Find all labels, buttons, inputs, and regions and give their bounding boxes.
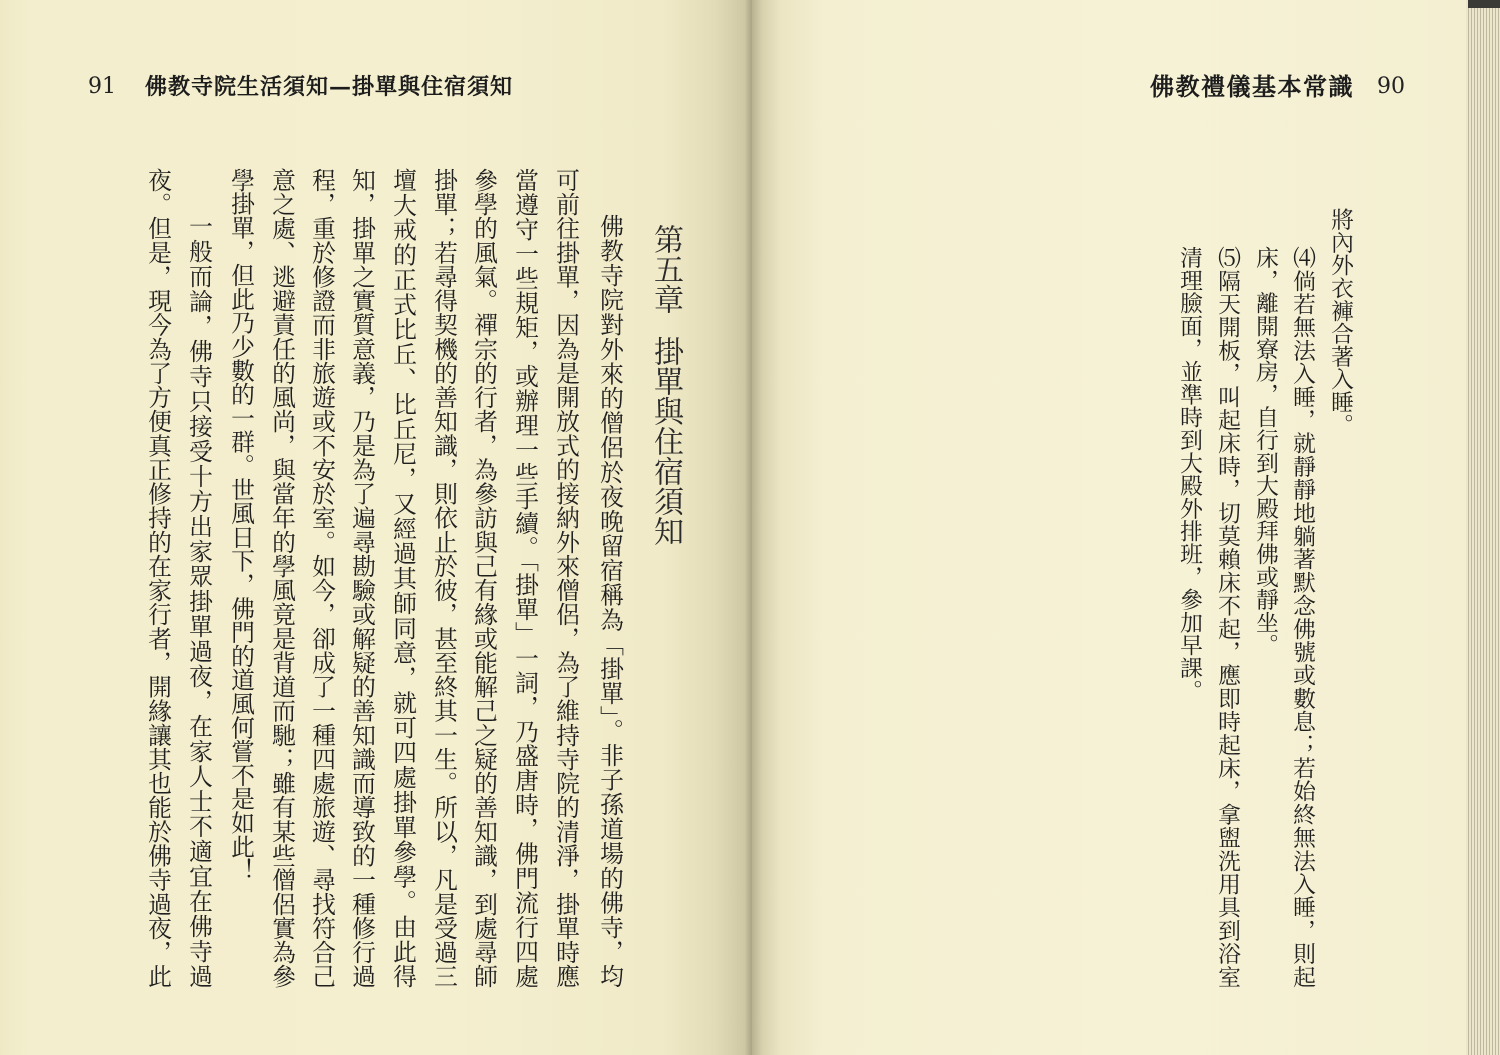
list-item-4: ⑷倘若無法入睡，就靜靜地躺著默念佛號或數息；若始終無法入睡，則起 (1289, 246, 1315, 988)
text-column: 掛單；若尋得契機的善知識，則依止於彼，甚至終其一生。所以，凡是受過三 (430, 168, 458, 988)
text-column: 可前往掛單，因為是開放式的接納外來僧侶，為了維持寺院的清淨，掛單時應 (552, 168, 580, 988)
right-running-title: 佛教禮儀基本常識 (1150, 72, 1354, 101)
text-column: 壇大戒的正式比丘、比丘尼，又經過其師同意，就可四處掛單參學。由此得 (389, 168, 417, 988)
right-page-number: 90 (1377, 74, 1405, 99)
chapter-number: 第五章 (648, 224, 683, 314)
left-running-title: 佛教寺院生活須知—掛單與住宿須知 (145, 74, 514, 100)
text-column: 程，重於修證而非旅遊或不安於室。如今，卻成了一種四處旅遊、尋找符合己 (308, 168, 336, 988)
text-column: 清理臉面，並準時到大殿外排班，參加早課。 (1176, 246, 1202, 702)
text-column: 一般而論，佛寺只接受十方出家眾掛單過夜，在家人士不適宜在佛寺過 (185, 214, 213, 988)
text-column: 床，離開寮房，自行到大殿拜佛或靜坐。 (1252, 246, 1278, 657)
text-column: 將內外衣褲合著入睡。 (1327, 208, 1353, 436)
text-column: 夜。但是，現今為了方便真正修持的在家行者，開緣讓其也能於佛寺過夜，此 (144, 168, 172, 988)
chapter-heading (646, 224, 684, 546)
left-page-number: 91 (88, 74, 116, 99)
text-column: 參學的風氣。禪宗的行者，為參訪與己有緣或能解己之疑的善知識，到處尋師 (470, 168, 498, 988)
text-column: 意之處、逃避責任的風尚，與當年的學風竟是背道而馳；雖有某些僧侶實為參 (268, 168, 296, 988)
book-page-edges (1466, 0, 1500, 1055)
right-page (752, 0, 1468, 1055)
text-column: 學掛單，但此乃少數的一群。世風日下，佛門的道風何嘗不是如此！ (227, 168, 255, 882)
text-column: 知，掛單之實質意義，乃是為了遍尋勘驗或解疑的善知識而導致的一種修行過 (348, 168, 376, 988)
chapter-title: 掛單與住宿須知 (648, 336, 683, 546)
list-item-5: ⑸隔天開板，叫起床時，切莫賴床不起，應即時起床，拿盥洗用具到浴室 (1214, 246, 1240, 988)
scan-corner-shadow (1468, 0, 1500, 8)
text-column: 當遵守一些規矩，或辦理一些手續。「掛單」一詞，乃盛唐時，佛門流行四處 (511, 168, 539, 988)
text-column: 佛教寺院對外來的僧侶於夜晚留宿稱為「掛單」。非子孫道場的佛寺，均 (596, 214, 624, 988)
